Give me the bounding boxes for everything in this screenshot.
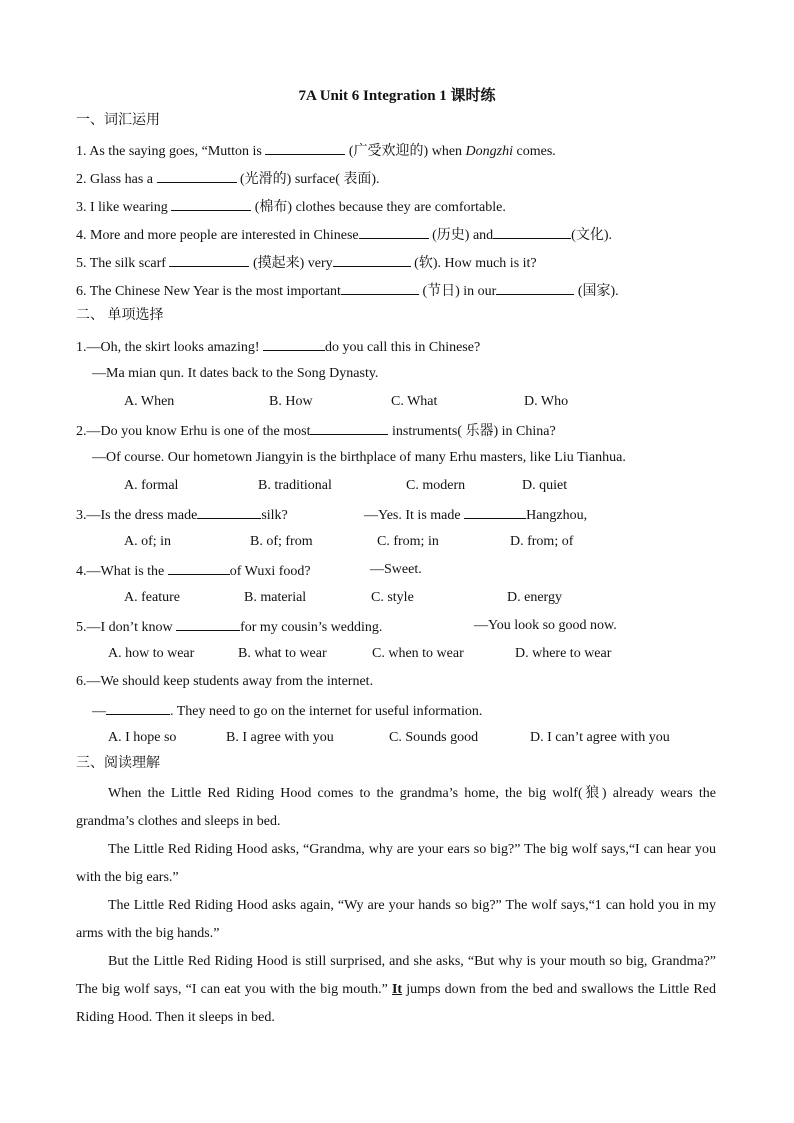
option-d[interactable]: D. where to wear	[515, 646, 612, 661]
option-d[interactable]: D. Who	[524, 394, 569, 409]
option-a[interactable]: A. feature	[124, 590, 180, 605]
answer-blank[interactable]	[176, 617, 240, 631]
option-a[interactable]: A. of; in	[124, 534, 172, 549]
reading-paragraph-4: But the Little Red Riding Hood is still surprised, and she asks, “But why is your mouth so big, Grandma?” The big wolf says, “I can eat you with the big mouth.” It jumps down from the bed and swallows the Little Red Riding Hood. Then it sleeps in bed.	[76, 954, 716, 1025]
option-d[interactable]: D. energy	[507, 590, 562, 605]
question-6-answer: — . They need to go on the internet for useful information.	[92, 701, 482, 721]
vocab-item-5: 5. The silk scarf (摸起来) very (软). How much is it?	[76, 253, 537, 273]
section-heading-reading: 三、阅读理解	[76, 756, 160, 771]
option-a[interactable]: A. how to wear	[108, 646, 195, 661]
vocab-item-6: 6. The Chinese New Year is the most important (节日) in our (国家).	[76, 281, 619, 301]
question-4-answer: —Sweet.	[370, 562, 422, 577]
answer-blank[interactable]	[359, 225, 429, 239]
option-c[interactable]: C. modern	[406, 478, 466, 493]
question-4: 4.—What is the of Wuxi food?	[76, 561, 311, 581]
option-c[interactable]: C. style	[371, 590, 414, 605]
option-a[interactable]: A. When	[124, 394, 175, 409]
answer-blank[interactable]	[265, 141, 345, 155]
section-heading-vocabulary: 一、词汇运用	[76, 113, 160, 128]
page-title: 7A Unit 6 Integration 1 课时练	[298, 88, 496, 104]
answer-blank[interactable]	[493, 225, 571, 239]
question-2: 2.—Do you know Erhu is one of the most instruments( 乐器) in China?	[76, 421, 556, 441]
option-c[interactable]: C. Sounds good	[389, 730, 479, 745]
question-3-answer: —Yes. It is made Hangzhou,	[364, 505, 587, 525]
question-6: 6.—We should keep students away from the internet.	[76, 674, 374, 689]
answer-blank[interactable]	[168, 561, 230, 575]
answer-blank[interactable]	[333, 253, 411, 267]
option-b[interactable]: B. what to wear	[238, 646, 327, 661]
option-d[interactable]: D. quiet	[522, 478, 568, 493]
question-5: 5.—I don’t know for my cousin’s wedding.	[76, 617, 382, 637]
option-b[interactable]: B. material	[244, 590, 307, 605]
option-d[interactable]: D. from; of	[510, 534, 574, 549]
vocab-item-1: 1. As the saying goes, “Mutton is (广受欢迎的) when Dongzhi comes.	[76, 141, 556, 161]
reading-paragraph-3: The Little Red Riding Hood asks again, “Wy are your hands so big?” The wolf says,“1 can hold you in my arms with the big hands.”	[76, 898, 716, 941]
option-c[interactable]: C. when to wear	[372, 646, 464, 661]
option-b[interactable]: B. of; from	[250, 534, 313, 549]
answer-blank[interactable]	[464, 505, 526, 519]
vocab-item-3: 3. I like wearing (棉布) clothes because they are comfortable.	[76, 197, 506, 217]
reading-paragraph-2: The Little Red Riding Hood asks, “Grandma, why are your ears so big?” The big wolf says,“I can hear you with the big ears.”	[76, 842, 716, 885]
question-2-answer: —Of course. Our hometown Jiangyin is the birthplace of many Erhu masters, like Liu Tianhua.	[92, 450, 626, 465]
answer-blank[interactable]	[310, 421, 388, 435]
option-c[interactable]: C. What	[391, 394, 438, 409]
option-b[interactable]: B. I agree with you	[226, 730, 334, 745]
underlined-pronoun: It	[391, 982, 403, 997]
question-1: 1.—Oh, the skirt looks amazing! do you call this in Chinese?	[76, 337, 480, 357]
option-d[interactable]: D. I can’t agree with you	[530, 730, 670, 745]
option-b[interactable]: B. How	[269, 394, 313, 409]
question-1-answer: —Ma mian qun. It dates back to the Song Dynasty.	[92, 366, 379, 381]
answer-blank[interactable]	[197, 505, 261, 519]
option-c[interactable]: C. from; in	[377, 534, 439, 549]
answer-blank[interactable]	[496, 281, 574, 295]
question-3: 3.—Is the dress made silk?	[76, 505, 288, 525]
section-heading-multiple-choice: 二、 单项选择	[76, 308, 164, 323]
answer-blank[interactable]	[106, 701, 170, 715]
answer-blank[interactable]	[263, 337, 325, 351]
option-b[interactable]: B. traditional	[258, 478, 332, 493]
question-5-answer: —You look so good now.	[474, 618, 617, 633]
vocab-item-4: 4. More and more people are interested in Chinese (历史) and (文化).	[76, 225, 612, 245]
reading-paragraph-1: When the Little Red Riding Hood comes to the grandma’s home, the big wolf(狼) already wears the grandma’s clothes and sleeps in bed.	[76, 786, 716, 829]
answer-blank[interactable]	[169, 253, 249, 267]
answer-blank[interactable]	[341, 281, 419, 295]
option-a[interactable]: A. formal	[124, 478, 179, 493]
answer-blank[interactable]	[171, 197, 251, 211]
vocab-item-2: 2. Glass has a (光滑的) surface( 表面).	[76, 169, 380, 189]
answer-blank[interactable]	[157, 169, 237, 183]
option-a[interactable]: A. I hope so	[108, 730, 177, 745]
